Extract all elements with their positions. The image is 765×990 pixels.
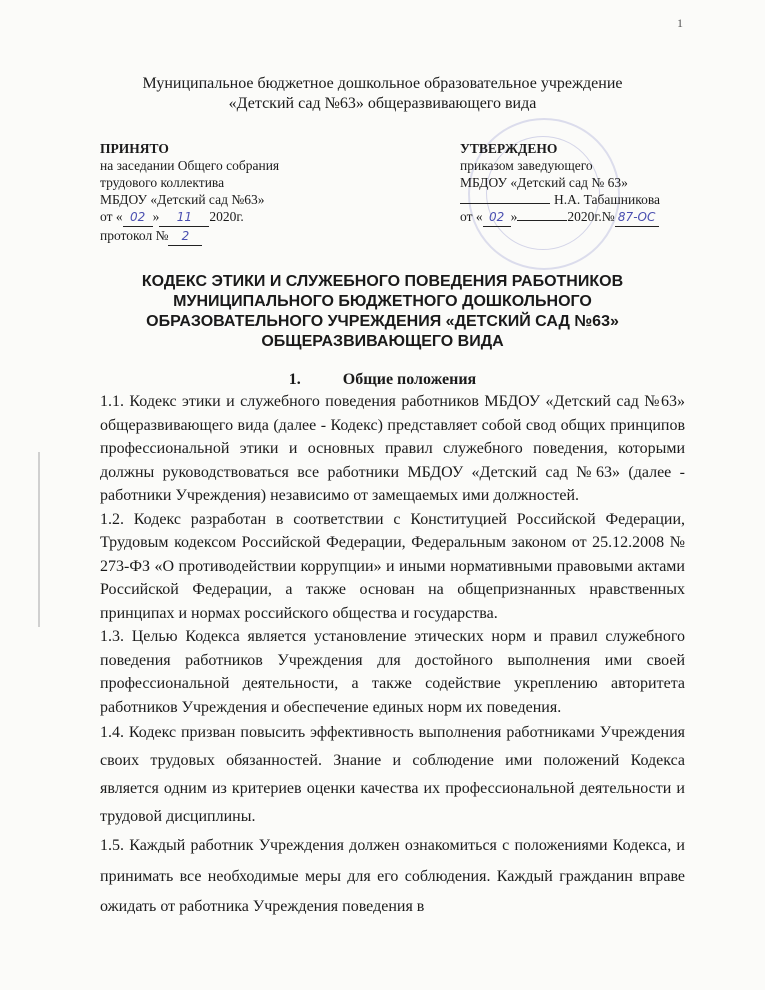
approved-order-number: 87-ОС	[615, 209, 659, 227]
organization-line-1: Муниципальное бюджетное дошкольное образовательное учреждение	[142, 75, 623, 92]
approved-signer: Н.А. Табашникова	[554, 192, 661, 207]
document-title	[60, 272, 705, 352]
document-body	[100, 390, 685, 923]
accepted-date-prefix: от «	[100, 209, 123, 224]
approved-day: 02	[483, 209, 511, 227]
signature-line	[460, 203, 550, 204]
scan-margin-mark	[38, 452, 40, 627]
accepted-protocol-prefix: протокол №	[100, 228, 169, 243]
accepted-line-1: на заседании Общего собрания	[100, 158, 280, 173]
title-line-2: МУНИЦИПАЛЬНОГО БЮДЖЕТНОГО ДОШКОЛЬНОГО	[173, 293, 592, 310]
paragraph-1-2: 1.2. Кодекс разработан в соответствии с Конституцией Российской Федерации, Трудовым кодексом Российской Федерации, Федеральным законом от 25.12.2008 № 273-ФЗ «О противодействии коррупции» и иными нормативными правовыми актами Российской Федерации, а также основан на общепризнанных нравственных принципах и нормах российского общества и государства.	[100, 510, 685, 622]
accepted-heading: ПРИНЯТО	[100, 141, 169, 156]
accepted-year: 2020г.	[209, 209, 244, 224]
approved-date-mid: »	[510, 209, 518, 224]
page-number: 1	[677, 16, 683, 30]
accepted-protocol-number: 2	[168, 228, 202, 246]
accepted-date-mid: »	[152, 209, 160, 224]
accepted-day: 02	[123, 209, 153, 227]
accepted-line-3: МБДОУ «Детский сад №63»	[100, 192, 265, 207]
organization-line-2: «Детский сад №63» общеразвивающего вида	[228, 95, 537, 112]
section-number: 1.	[288, 371, 301, 388]
approved-heading: УТВЕРЖДЕНО	[460, 141, 558, 156]
title-line-3: ОБРАЗОВАТЕЛЬНОГО УЧРЕЖДЕНИЯ «ДЕТСКИЙ САД №63»	[146, 313, 619, 330]
approved-signature	[460, 191, 700, 208]
accepted-protocol	[100, 227, 400, 246]
title-line-4: ОБЩЕРАЗВИВАЮЩЕГО ВИДА	[261, 333, 504, 350]
approved-line-1: приказом заведующего	[460, 158, 593, 173]
accepted-month: 11	[159, 209, 209, 227]
approved-date	[460, 208, 700, 227]
paragraph-1-1: 1.1. Кодекс этики и служебного поведения работников МБДОУ «Детский сад №63» общеразвивающего вида (далее - Кодекс) представляет собой свод общих принципов профессиональной этики и основных правил служебного поведения, которыми должны руководствоваться все работники МБДОУ «Детский сад №63» (далее - работники Учреждения) независимо от замещаемых ими должностей.	[100, 393, 685, 504]
accepted-block	[100, 140, 400, 246]
approved-block	[460, 140, 700, 227]
accepted-line-2: трудового коллектива	[100, 175, 225, 190]
paragraph-1-5: 1.5. Каждый работник Учреждения должен ознакомиться с положениями Кодекса, и принимать все необходимые меры для его соблюдения. Каждый гражданин вправе ожидать от работника Учреждения поведения в	[100, 837, 685, 915]
section-title: Общие положения	[342, 371, 477, 388]
accepted-date	[100, 208, 400, 227]
title-line-1: КОДЕКС ЭТИКИ И СЛУЖЕБНОГО ПОВЕДЕНИЯ РАБОТНИКОВ	[141, 273, 624, 290]
section-heading	[0, 371, 765, 389]
approved-line-2: МБДОУ «Детский сад № 63»	[460, 175, 628, 190]
paragraph-1-4: 1.4. Кодекс призван повысить эффективность выполнения работниками Учреждения своих трудовых обязанностей. Знание и соблюдение ими положений Кодекса является одним из критериев оценки качества их профессиональной деятельности и трудовой дисциплины.	[100, 724, 685, 825]
approved-year: 2020г.№	[567, 209, 615, 224]
approved-month-blank	[517, 220, 567, 221]
organization-header	[0, 74, 765, 114]
approved-date-prefix: от «	[460, 209, 483, 224]
paragraph-1-3: 1.3. Целью Кодекса является установление этических норм и правил служебного поведения работников Учреждения для достойного выполнения ими своей профессиональной деятельности, а также содействие укреплению авторитета работников Учреждения и обеспечение единых норм их поведения.	[100, 628, 685, 716]
